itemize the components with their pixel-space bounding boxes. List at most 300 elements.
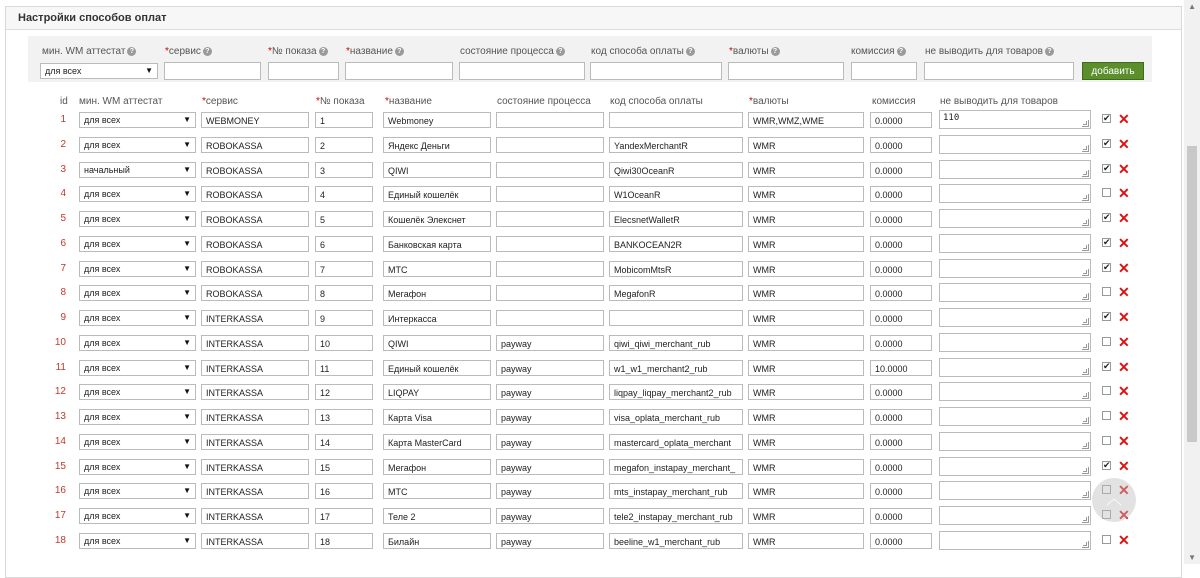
row-name-input[interactable]: [383, 360, 491, 376]
row-wm-attestat-select[interactable]: [79, 112, 196, 128]
resize-grip-icon[interactable]: [1082, 269, 1089, 276]
chevron-down-icon: ▼: [183, 115, 191, 124]
resize-grip-icon[interactable]: [1082, 343, 1089, 350]
row-currencies-input[interactable]: [748, 211, 864, 227]
row-enabled-checkbox[interactable]: ✔: [1103, 311, 1111, 321]
add-process-state-input[interactable]: [459, 62, 585, 80]
row-commission-input[interactable]: [870, 137, 932, 153]
row-name-input[interactable]: [383, 186, 491, 202]
delete-icon[interactable]: ✕: [1118, 359, 1130, 375]
row-name-input-value: Webmoney: [388, 116, 434, 126]
row-name-input[interactable]: [383, 285, 491, 301]
row-commission-input[interactable]: [870, 186, 932, 202]
delete-icon[interactable]: ✕: [1118, 185, 1130, 201]
help-icon[interactable]: ?: [771, 47, 780, 56]
row-service-input-value: INTERKASSA: [206, 438, 264, 448]
resize-grip-icon[interactable]: [1082, 491, 1089, 498]
row-currencies-input[interactable]: [748, 459, 864, 475]
row-exclude-goods-textarea[interactable]: [939, 531, 1091, 550]
row-service-input[interactable]: [201, 335, 309, 351]
row-process-state-input[interactable]: [496, 533, 604, 549]
row-process-state-input[interactable]: [496, 310, 604, 326]
resize-grip-icon[interactable]: [1082, 392, 1089, 399]
row-name-input[interactable]: [383, 533, 491, 549]
row-enabled-checkbox[interactable]: [1102, 386, 1111, 395]
row-currencies-input-value: WMR: [753, 438, 776, 448]
row-wm-attestat-select[interactable]: [79, 137, 196, 153]
row-commission-input[interactable]: [870, 434, 932, 450]
table-header-process-state: состояние процесса: [497, 96, 591, 107]
row-show-no-input-value: 9: [320, 314, 326, 324]
row-show-no-input-value: 18: [320, 537, 331, 547]
row-payment-code-input[interactable]: [609, 360, 743, 376]
row-commission-input[interactable]: [870, 533, 932, 549]
row-exclude-goods-textarea[interactable]: [939, 184, 1091, 203]
add-header-process-state: состояние процесса ?: [460, 46, 565, 57]
row-wm-attestat-select[interactable]: [79, 483, 196, 499]
row-process-state-input-value: payway: [501, 388, 532, 398]
row-show-no-input[interactable]: [315, 459, 373, 475]
row-show-no-input-value: 6: [320, 240, 326, 250]
chevron-down-icon: ▼: [183, 239, 191, 248]
row-process-state-input[interactable]: [496, 335, 604, 351]
row-currencies-input[interactable]: [748, 384, 864, 400]
scroll-down-arrow-icon[interactable]: ▼: [1188, 553, 1196, 562]
row-commission-input-value: 0.0000: [875, 240, 903, 250]
row-name-input[interactable]: [383, 137, 491, 153]
resize-grip-icon[interactable]: [1082, 120, 1089, 127]
row-payment-code-input[interactable]: [609, 211, 743, 227]
add-header-service: *сервис ?: [165, 46, 212, 57]
row-show-no-input[interactable]: [315, 508, 373, 524]
delete-icon[interactable]: ✕: [1118, 334, 1130, 350]
delete-icon[interactable]: ✕: [1118, 111, 1130, 127]
row-process-state-input-value: payway: [501, 339, 532, 349]
row-exclude-goods-textarea[interactable]: [939, 135, 1091, 154]
delete-icon[interactable]: ✕: [1118, 408, 1130, 424]
row-wm-attestat-select[interactable]: [79, 409, 196, 425]
help-icon[interactable]: ?: [686, 47, 695, 56]
resize-grip-icon[interactable]: [1082, 145, 1089, 152]
row-payment-code-input[interactable]: [609, 285, 743, 301]
row-enabled-checkbox[interactable]: ✔: [1103, 212, 1111, 222]
row-wm-attestat-select-value: для всех: [84, 437, 121, 447]
row-process-state-input-value: payway: [501, 463, 532, 473]
delete-icon[interactable]: ✕: [1118, 235, 1130, 251]
row-enabled-checkbox[interactable]: [1102, 188, 1111, 197]
table-header-show-no: *№ показа: [316, 96, 365, 107]
vertical-scrollbar[interactable]: [1184, 0, 1200, 564]
resize-grip-icon[interactable]: [1082, 170, 1089, 177]
row-commission-input-value: 0.0000: [875, 512, 903, 522]
row-show-no-input[interactable]: [315, 310, 373, 326]
row-service-input-value: INTERKASSA: [206, 413, 264, 423]
row-enabled-checkbox[interactable]: ✔: [1103, 163, 1111, 173]
row-exclude-goods-textarea[interactable]: [939, 234, 1091, 253]
row-service-input[interactable]: [201, 459, 309, 475]
row-commission-input-value: 0.0000: [875, 265, 903, 275]
row-service-input[interactable]: [201, 211, 309, 227]
row-id: 14: [54, 436, 66, 447]
row-commission-input[interactable]: [870, 384, 932, 400]
row-show-no-input-value: 16: [320, 487, 331, 497]
row-payment-code-input-value: Qiwi30OceanR: [614, 166, 675, 176]
add-button[interactable]: добавить: [1082, 62, 1144, 80]
row-commission-input[interactable]: [870, 285, 932, 301]
row-service-input[interactable]: [201, 483, 309, 499]
row-show-no-input[interactable]: [315, 409, 373, 425]
row-commission-input[interactable]: [870, 360, 932, 376]
row-payment-code-input-value: w1_w1_merchant2_rub: [614, 364, 708, 374]
row-name-input[interactable]: [383, 434, 491, 450]
row-service-input[interactable]: [201, 285, 309, 301]
row-payment-code-input-value: W1OceanR: [614, 190, 661, 200]
row-name-input[interactable]: [383, 162, 491, 178]
row-enabled-checkbox[interactable]: [1102, 287, 1111, 296]
row-exclude-goods-textarea[interactable]: [939, 333, 1091, 352]
row-name-input[interactable]: [383, 211, 491, 227]
row-exclude-goods-textarea[interactable]: [939, 308, 1091, 327]
row-process-state-input[interactable]: [496, 508, 604, 524]
scroll-to-top-button[interactable]: [1092, 478, 1136, 522]
delete-icon[interactable]: ✕: [1118, 309, 1130, 325]
row-wm-attestat-select[interactable]: [79, 533, 196, 549]
row-currencies-input[interactable]: [748, 508, 864, 524]
row-service-input[interactable]: [201, 409, 309, 425]
row-payment-code-input-value: YandexMerchantR: [614, 141, 688, 151]
delete-icon[interactable]: ✕: [1118, 161, 1130, 177]
row-payment-code-input[interactable]: [609, 236, 743, 252]
add-name-input[interactable]: [345, 62, 453, 80]
row-id: 9: [60, 312, 66, 323]
row-show-no-input-value: 7: [320, 265, 326, 275]
row-commission-input[interactable]: [870, 211, 932, 227]
row-payment-code-input[interactable]: [609, 508, 743, 524]
row-service-input[interactable]: [201, 186, 309, 202]
row-service-input[interactable]: [201, 360, 309, 376]
help-icon[interactable]: ?: [395, 47, 404, 56]
row-name-input[interactable]: [383, 508, 491, 524]
row-show-no-input-value: 1: [320, 116, 326, 126]
row-payment-code-input[interactable]: [609, 335, 743, 351]
help-icon[interactable]: ?: [203, 47, 212, 56]
row-exclude-goods-textarea[interactable]: [939, 432, 1091, 451]
row-commission-input[interactable]: [870, 261, 932, 277]
row-currencies-input[interactable]: [748, 409, 864, 425]
row-process-state-input[interactable]: [496, 112, 604, 128]
add-show-no-input[interactable]: [268, 62, 339, 80]
row-name-input[interactable]: [383, 459, 491, 475]
row-currencies-input-value: WMR: [753, 487, 776, 497]
add-wm-attestat-select[interactable]: для всех ▼: [40, 63, 158, 79]
row-name-input-value: МТС: [388, 487, 408, 497]
table-header-commission: комиссия: [872, 96, 916, 107]
row-show-no-input[interactable]: [315, 483, 373, 499]
row-exclude-goods-textarea[interactable]: [939, 259, 1091, 278]
row-commission-input[interactable]: [870, 112, 932, 128]
row-enabled-checkbox[interactable]: ✔: [1103, 262, 1111, 272]
row-currencies-input-value: WMR: [753, 289, 776, 299]
row-service-input[interactable]: [201, 261, 309, 277]
help-icon[interactable]: ?: [319, 47, 328, 56]
row-wm-attestat-select[interactable]: [79, 236, 196, 252]
resize-grip-icon[interactable]: [1082, 194, 1089, 201]
row-payment-code-input[interactable]: [609, 384, 743, 400]
add-payment-code-input[interactable]: [590, 62, 722, 80]
row-show-no-input[interactable]: [315, 137, 373, 153]
row-currencies-input[interactable]: [748, 236, 864, 252]
row-wm-attestat-select[interactable]: [79, 285, 196, 301]
row-show-no-input[interactable]: [315, 285, 373, 301]
row-process-state-input[interactable]: [496, 434, 604, 450]
delete-icon[interactable]: ✕: [1118, 284, 1130, 300]
row-currencies-input[interactable]: [748, 261, 864, 277]
row-currencies-input-value: WMR: [753, 364, 776, 374]
row-payment-code-input[interactable]: [609, 533, 743, 549]
delete-icon[interactable]: ✕: [1118, 210, 1130, 226]
row-process-state-input-value: payway: [501, 512, 532, 522]
row-show-no-input[interactable]: [315, 112, 373, 128]
row-process-state-input[interactable]: [496, 261, 604, 277]
row-enabled-checkbox[interactable]: ✔: [1103, 237, 1111, 247]
resize-grip-icon[interactable]: [1082, 516, 1089, 523]
row-exclude-goods-textarea[interactable]: [939, 358, 1091, 377]
row-exclude-goods-textarea[interactable]: [939, 110, 1091, 129]
row-payment-code-input[interactable]: [609, 409, 743, 425]
resize-grip-icon[interactable]: [1082, 219, 1089, 226]
add-currencies-input[interactable]: [728, 62, 844, 80]
row-payment-code-input-value: BANKOCEAN2R: [614, 240, 683, 250]
resize-grip-icon[interactable]: [1082, 467, 1089, 474]
row-enabled-checkbox[interactable]: [1102, 436, 1111, 445]
chevron-down-icon: ▼: [183, 363, 191, 372]
row-exclude-goods-textarea[interactable]: [939, 481, 1091, 500]
row-payment-code-input[interactable]: [609, 310, 743, 326]
row-show-no-input-value: 5: [320, 215, 326, 225]
row-service-input[interactable]: [201, 236, 309, 252]
row-process-state-input[interactable]: [496, 285, 604, 301]
row-process-state-input[interactable]: [496, 211, 604, 227]
row-currencies-input[interactable]: [748, 360, 864, 376]
row-service-input[interactable]: [201, 137, 309, 153]
row-wm-attestat-select-value: для всех: [84, 264, 121, 274]
row-wm-attestat-select[interactable]: [79, 360, 196, 376]
resize-grip-icon[interactable]: [1082, 442, 1089, 449]
row-show-no-input[interactable]: [315, 533, 373, 549]
row-process-state-input[interactable]: [496, 409, 604, 425]
row-commission-input[interactable]: [870, 162, 932, 178]
row-wm-attestat-select[interactable]: [79, 186, 196, 202]
row-name-input[interactable]: [383, 409, 491, 425]
row-process-state-input[interactable]: [496, 236, 604, 252]
row-exclude-goods-textarea[interactable]: [939, 160, 1091, 179]
delete-icon[interactable]: ✕: [1118, 482, 1130, 498]
delete-icon[interactable]: ✕: [1118, 532, 1130, 548]
row-wm-attestat-select[interactable]: [79, 310, 196, 326]
row-commission-input-value: 0.0000: [875, 314, 903, 324]
row-process-state-input[interactable]: [496, 459, 604, 475]
delete-icon[interactable]: ✕: [1118, 383, 1130, 399]
row-commission-input[interactable]: [870, 459, 932, 475]
help-icon[interactable]: ?: [1045, 47, 1054, 56]
row-service-input[interactable]: [201, 533, 309, 549]
resize-grip-icon[interactable]: [1082, 244, 1089, 251]
row-service-input[interactable]: [201, 384, 309, 400]
row-exclude-goods-value: 110: [943, 113, 960, 123]
row-enabled-checkbox[interactable]: ✔: [1103, 113, 1111, 123]
row-exclude-goods-textarea[interactable]: [939, 382, 1091, 401]
row-show-no-input[interactable]: [315, 360, 373, 376]
row-process-state-input-value: payway: [501, 413, 532, 423]
row-process-state-input[interactable]: [496, 186, 604, 202]
row-payment-code-input[interactable]: [609, 459, 743, 475]
row-process-state-input[interactable]: [496, 483, 604, 499]
resize-grip-icon[interactable]: [1082, 417, 1089, 424]
resize-grip-icon[interactable]: [1082, 541, 1089, 548]
row-payment-code-input[interactable]: [609, 186, 743, 202]
add-header-name: *название ?: [346, 46, 404, 57]
chevron-down-icon: ▼: [183, 140, 191, 149]
resize-grip-icon[interactable]: [1082, 318, 1089, 325]
row-process-state-input-value: payway: [501, 537, 532, 547]
row-show-no-input[interactable]: [315, 162, 373, 178]
row-currencies-input[interactable]: [748, 434, 864, 450]
row-service-input-value: INTERKASSA: [206, 339, 264, 349]
row-wm-attestat-select-value: для всех: [84, 486, 121, 496]
row-service-input[interactable]: [201, 434, 309, 450]
row-service-input[interactable]: [201, 508, 309, 524]
row-exclude-goods-textarea[interactable]: [939, 209, 1091, 228]
row-payment-code-input[interactable]: [609, 434, 743, 450]
row-wm-attestat-select[interactable]: [79, 211, 196, 227]
row-payment-code-input[interactable]: [609, 137, 743, 153]
row-wm-attestat-select[interactable]: [79, 434, 196, 450]
row-wm-attestat-select[interactable]: [79, 261, 196, 277]
row-exclude-goods-textarea[interactable]: [939, 457, 1091, 476]
row-service-input[interactable]: [201, 162, 309, 178]
chevron-down-icon: ▼: [183, 189, 191, 198]
row-wm-attestat-select[interactable]: [79, 335, 196, 351]
row-currencies-input[interactable]: [748, 335, 864, 351]
row-commission-input[interactable]: [870, 409, 932, 425]
row-show-no-input[interactable]: [315, 236, 373, 252]
row-name-input[interactable]: [383, 384, 491, 400]
row-currencies-input[interactable]: [748, 137, 864, 153]
row-commission-input[interactable]: [870, 483, 932, 499]
row-currencies-input[interactable]: [748, 533, 864, 549]
add-exclude-goods-input[interactable]: [924, 62, 1074, 80]
add-header-show-no: *№ показа ?: [268, 46, 328, 57]
row-exclude-goods-textarea[interactable]: [939, 407, 1091, 426]
row-commission-input[interactable]: [870, 310, 932, 326]
row-wm-attestat-select[interactable]: [79, 508, 196, 524]
row-process-state-input[interactable]: [496, 360, 604, 376]
row-exclude-goods-textarea[interactable]: [939, 283, 1091, 302]
row-id: 10: [54, 337, 66, 348]
row-service-input[interactable]: [201, 310, 309, 326]
row-wm-attestat-select[interactable]: [79, 162, 196, 178]
row-show-no-input[interactable]: [315, 335, 373, 351]
row-name-input[interactable]: [383, 335, 491, 351]
row-enabled-checkbox[interactable]: ✔: [1103, 138, 1111, 148]
row-payment-code-input-value: tele2_instapay_merchant_rub: [614, 512, 733, 522]
row-show-no-input[interactable]: [315, 384, 373, 400]
row-enabled-checkbox[interactable]: ✔: [1103, 460, 1111, 470]
add-commission-input[interactable]: [851, 62, 917, 80]
row-show-no-input[interactable]: [315, 211, 373, 227]
row-currencies-input[interactable]: [748, 162, 864, 178]
row-name-input-value: Единый кошелёк: [388, 364, 459, 374]
row-name-input-value: Карта MasterCard: [388, 438, 462, 448]
row-wm-attestat-select[interactable]: [79, 384, 196, 400]
row-currencies-input[interactable]: [748, 483, 864, 499]
row-name-input[interactable]: [383, 112, 491, 128]
row-show-no-input[interactable]: [315, 261, 373, 277]
row-payment-code-input-value: mastercard_oplata_merchant: [614, 438, 732, 448]
row-name-input[interactable]: [383, 236, 491, 252]
row-id: 11: [55, 362, 66, 373]
row-name-input[interactable]: [383, 261, 491, 277]
delete-icon[interactable]: ✕: [1118, 507, 1130, 523]
row-name-input[interactable]: [383, 310, 491, 326]
delete-icon[interactable]: ✕: [1118, 136, 1130, 152]
row-enabled-checkbox[interactable]: [1102, 535, 1111, 544]
row-currencies-input[interactable]: [748, 112, 864, 128]
row-name-input[interactable]: [383, 483, 491, 499]
row-enabled-checkbox[interactable]: ✔: [1103, 361, 1111, 371]
delete-icon[interactable]: ✕: [1118, 433, 1130, 449]
row-exclude-goods-textarea[interactable]: [939, 506, 1091, 525]
row-currencies-input[interactable]: [748, 186, 864, 202]
row-currencies-input[interactable]: [748, 285, 864, 301]
row-commission-input[interactable]: [870, 508, 932, 524]
delete-icon[interactable]: ✕: [1118, 260, 1130, 276]
row-currencies-input-value: WMR: [753, 190, 776, 200]
help-icon[interactable]: ?: [897, 47, 906, 56]
row-process-state-input[interactable]: [496, 162, 604, 178]
row-enabled-checkbox[interactable]: [1102, 337, 1111, 346]
help-icon[interactable]: ?: [127, 47, 136, 56]
scroll-up-arrow-icon[interactable]: ▲: [1188, 2, 1196, 11]
row-wm-attestat-select-value: для всех: [84, 288, 121, 298]
delete-icon[interactable]: ✕: [1118, 458, 1130, 474]
row-name-input-value: МТС: [388, 265, 408, 275]
row-show-no-input[interactable]: [315, 434, 373, 450]
row-id: 13: [54, 411, 66, 422]
row-wm-attestat-select[interactable]: [79, 459, 196, 475]
row-commission-input[interactable]: [870, 335, 932, 351]
row-payment-code-input[interactable]: [609, 112, 743, 128]
row-payment-code-input[interactable]: [609, 162, 743, 178]
resize-grip-icon[interactable]: [1082, 293, 1089, 300]
help-icon[interactable]: ?: [556, 47, 565, 56]
chevron-up-icon: ︿: [1105, 491, 1122, 508]
row-commission-input-value: 0.0000: [875, 339, 903, 349]
row-commission-input[interactable]: [870, 236, 932, 252]
row-service-input[interactable]: [201, 112, 309, 128]
chevron-down-icon: ▼: [183, 313, 191, 322]
row-payment-code-input[interactable]: [609, 261, 743, 277]
row-enabled-checkbox[interactable]: [1102, 411, 1111, 420]
row-payment-code-input[interactable]: [609, 483, 743, 499]
row-process-state-input[interactable]: [496, 137, 604, 153]
row-show-no-input[interactable]: [315, 186, 373, 202]
add-service-input[interactable]: [164, 62, 261, 80]
scrollbar-thumb[interactable]: [1187, 146, 1197, 442]
row-process-state-input[interactable]: [496, 384, 604, 400]
row-currencies-input[interactable]: [748, 310, 864, 326]
resize-grip-icon[interactable]: [1082, 368, 1089, 375]
